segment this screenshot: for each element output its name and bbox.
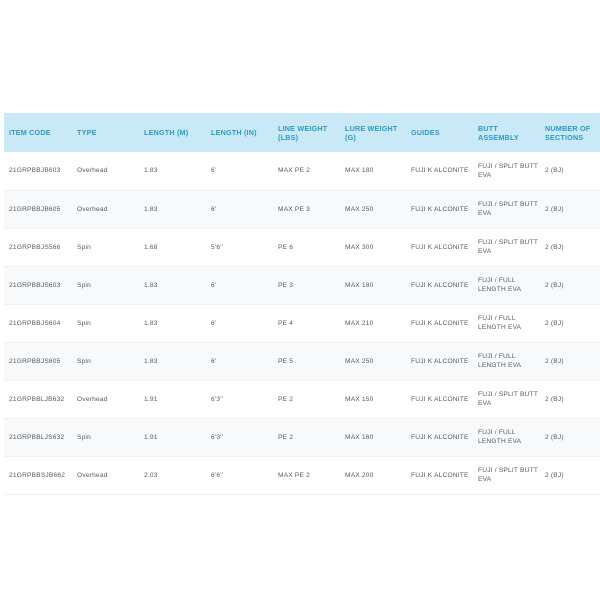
cell-line-weight: PE 3 [278, 281, 294, 289]
cell-length-in: 6' [211, 167, 217, 175]
cell-item-code: 21GRPBBJB603 [9, 167, 61, 175]
cell-lure-weight: MAX 250 [345, 205, 374, 213]
table-row [4, 190, 600, 228]
cell-sections: 2 (BJ) [545, 167, 564, 175]
header-number-of-sections: NUMBER OF SECTIONS [545, 123, 591, 142]
cell-butt-assembly: FUJI / SPLIT BUTT EVA [478, 467, 538, 483]
table-row [4, 418, 600, 456]
cell-sections: 2 (BJ) [545, 433, 564, 441]
cell-length-m: 1.91 [144, 433, 158, 441]
cell-butt-assembly: FUJI / FULL LENGTH EVA [478, 277, 522, 293]
cell-type: Overhead [77, 167, 108, 175]
cell-type: Spin [77, 319, 91, 327]
cell-line-weight: PE 4 [278, 319, 294, 327]
table-row [4, 304, 600, 342]
cell-butt-assembly: FUJI / FULL LENGTH EVA [478, 315, 522, 331]
rod-spec-table [4, 113, 600, 495]
cell-length-m: 2.03 [144, 471, 158, 479]
cell-length-m: 1.83 [144, 357, 158, 365]
cell-guides: FUJI K ALCONITE [411, 281, 469, 289]
cell-item-code: 21GRPBBJB605 [9, 205, 61, 213]
cell-length-m: 1.91 [144, 395, 158, 403]
cell-lure-weight: MAX 160 [345, 433, 374, 441]
table-row [4, 152, 600, 190]
cell-type: Overhead [77, 471, 108, 479]
cell-length-in: 6' [211, 281, 217, 289]
cell-length-in: 6' [211, 319, 217, 327]
cell-length-m: 1.83 [144, 281, 158, 289]
cell-length-in: 6'6'' [211, 471, 224, 479]
cell-lure-weight: MAX 210 [345, 319, 374, 327]
header-type: TYPE [77, 128, 97, 137]
cell-line-weight: MAX PE 2 [278, 167, 311, 175]
cell-line-weight: MAX PE 2 [278, 471, 311, 479]
cell-butt-assembly: FUJI / SPLIT BUTT EVA [478, 162, 538, 179]
header-line-weight: LINE WEIGHT (LBS) [278, 123, 328, 142]
header-length-m: LENGTH (M) [144, 128, 189, 137]
cell-line-weight: PE 2 [278, 395, 294, 403]
cell-type: Spin [77, 357, 91, 365]
cell-line-weight: PE 2 [278, 433, 294, 441]
table-body [4, 152, 600, 494]
cell-guides: FUJI K ALCONITE [411, 357, 469, 365]
cell-length-in: 5'6'' [211, 243, 224, 251]
cell-item-code: 21GRPBBLJB632 [9, 395, 65, 403]
cell-type: Spin [77, 433, 91, 441]
cell-lure-weight: MAX 150 [345, 395, 374, 403]
cell-guides: FUJI K ALCONITE [411, 319, 469, 327]
cell-lure-weight: MAX 300 [345, 243, 374, 251]
cell-guides: FUJI K ALCONITE [411, 395, 469, 403]
cell-sections: 2 (BJ) [545, 243, 564, 251]
cell-length-in: 6' [211, 357, 217, 365]
table-row [4, 266, 600, 304]
cell-length-m: 1.83 [144, 205, 158, 213]
cell-line-weight: PE 6 [278, 243, 294, 251]
cell-sections: 2 (BJ) [545, 357, 564, 365]
cell-lure-weight: MAX 180 [345, 281, 374, 289]
header-length-in: LENGTH (IN) [211, 128, 257, 137]
cell-lure-weight: MAX 180 [345, 167, 374, 175]
cell-sections: 2 (BJ) [545, 471, 564, 479]
cell-type: Spin [77, 243, 91, 251]
cell-sections: 2 (BJ) [545, 281, 564, 289]
cell-butt-assembly: FUJI / SPLIT BUTT EVA [478, 201, 538, 217]
cell-line-weight: PE 5 [278, 357, 294, 365]
table-row [4, 228, 600, 266]
cell-line-weight: MAX PE 3 [278, 205, 311, 213]
cell-sections: 2 (BJ) [545, 395, 564, 403]
cell-type: Spin [77, 281, 91, 289]
cell-lure-weight: MAX 200 [345, 471, 374, 479]
cell-sections: 2 (BJ) [545, 319, 564, 327]
header-butt-assembly: BUTT ASSEMBLY [478, 123, 519, 142]
cell-guides: FUJI K ALCONITE [411, 471, 469, 479]
cell-butt-assembly: FUJI / FULL LENGTH EVA [478, 429, 522, 445]
spec-table-container [4, 113, 600, 495]
header-guides: GUIDES [411, 128, 440, 137]
cell-sections: 2 (BJ) [545, 205, 564, 213]
header-lure-weight: LURE WEIGHT (G) [345, 123, 398, 142]
cell-guides: FUJI K ALCONITE [411, 167, 469, 175]
cell-item-code: 21GRPBBJS566 [9, 243, 61, 251]
table-row [4, 456, 600, 494]
cell-item-code: 21GRPBBSJB662 [9, 471, 66, 479]
header-item-code: ITEM CODE [9, 128, 51, 137]
cell-lure-weight: MAX 250 [345, 357, 374, 365]
table-row [4, 380, 600, 418]
table-header-row [4, 113, 600, 152]
cell-butt-assembly: FUJI / FULL LENGTH EVA [478, 353, 522, 369]
cell-butt-assembly: FUJI / SPLIT BUTT EVA [478, 391, 538, 407]
cell-guides: FUJI K ALCONITE [411, 433, 469, 441]
cell-length-in: 6'3'' [211, 395, 224, 403]
cell-length-in: 6' [211, 205, 217, 213]
cell-type: Overhead [77, 205, 108, 213]
cell-guides: FUJI K ALCONITE [411, 243, 469, 251]
cell-butt-assembly: FUJI / SPLIT BUTT EVA [478, 239, 538, 255]
cell-guides: FUJI K ALCONITE [411, 205, 469, 213]
cell-item-code: 21GRPBBLJS632 [9, 433, 65, 441]
cell-item-code: 21GRPBBJS604 [9, 319, 61, 327]
cell-length-m: 1.83 [144, 167, 158, 175]
table-row [4, 342, 600, 380]
cell-item-code: 21GRPBBJS603 [9, 281, 61, 289]
cell-length-m: 1.68 [144, 243, 158, 251]
cell-length-m: 1.83 [144, 319, 158, 327]
cell-type: Overhead [77, 395, 108, 403]
cell-item-code: 21GRPBBJS605 [9, 357, 61, 365]
cell-length-in: 6'3'' [211, 433, 224, 441]
